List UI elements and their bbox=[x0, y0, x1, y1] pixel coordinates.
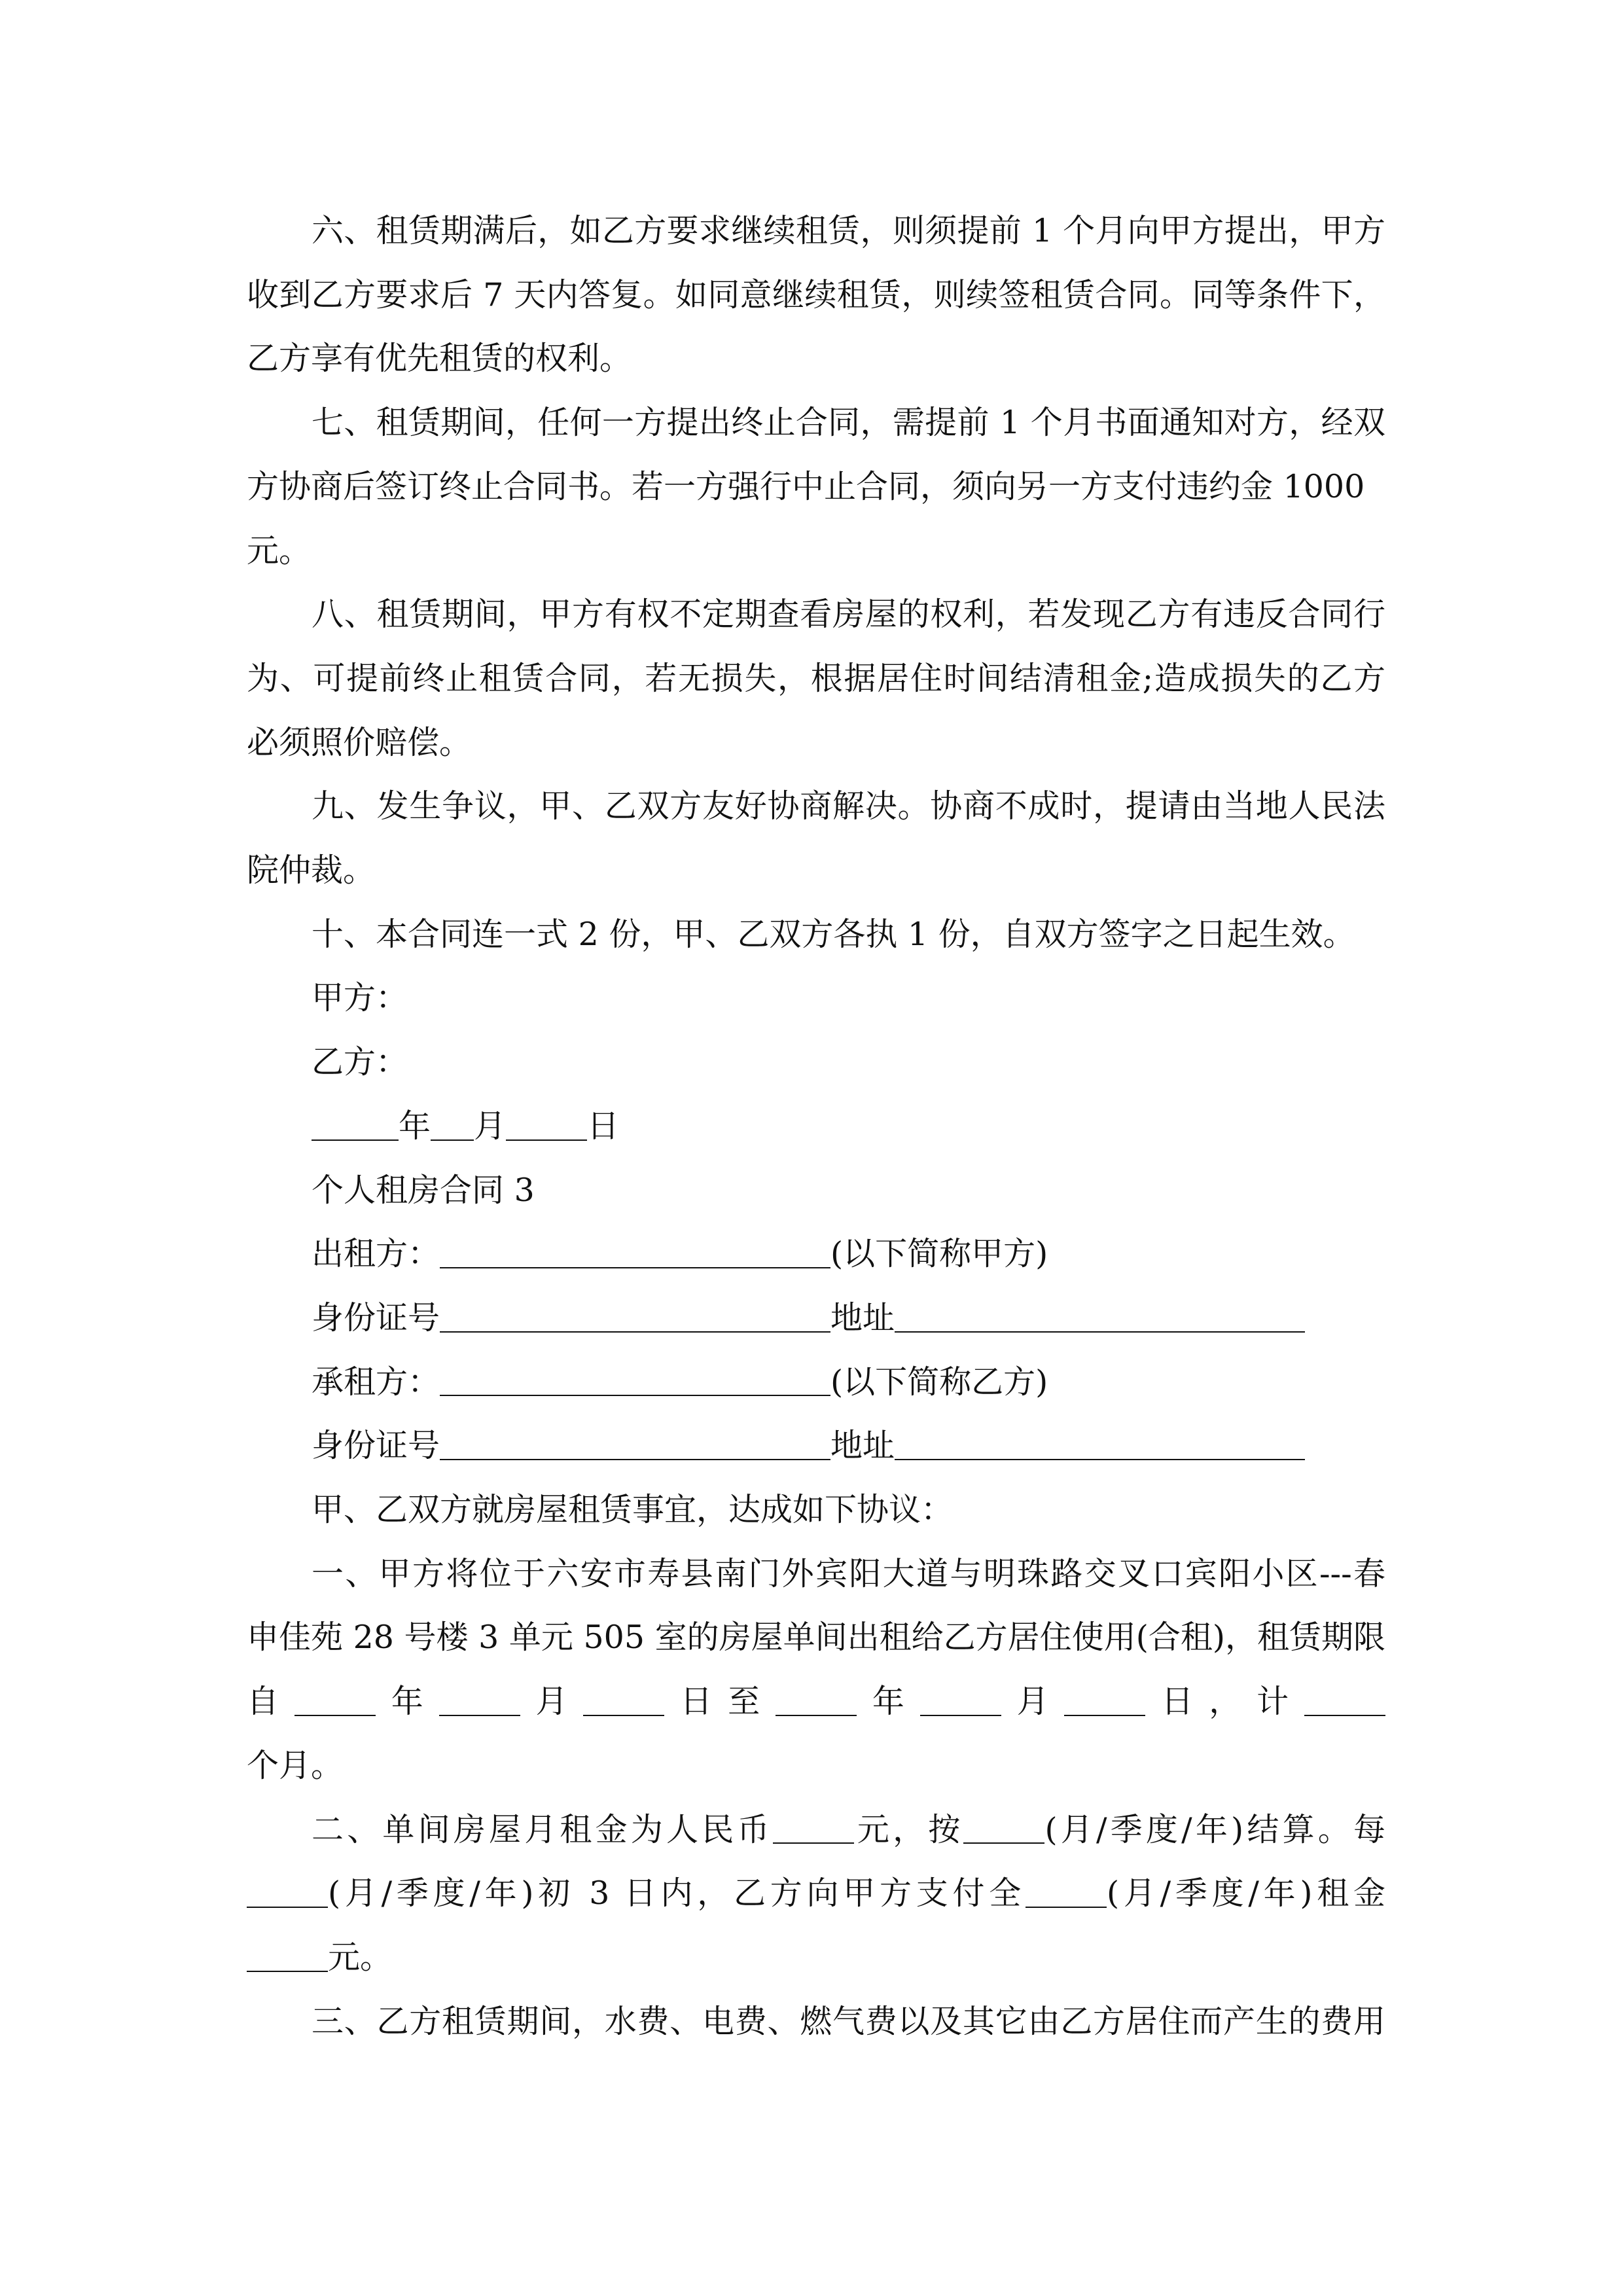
text-segment: 收到乙方要求后 7 天内答复。如同意继续租赁，则续签租赁合同。同等条件下， bbox=[247, 276, 1385, 314]
fill-in-blank[interactable] bbox=[312, 1107, 399, 1141]
text-segment: (以下简称甲方) bbox=[830, 1235, 1048, 1273]
text-segment: 乙方： bbox=[312, 1043, 408, 1081]
text-segment: 自 bbox=[247, 1683, 294, 1721]
text-line bbox=[247, 1861, 1385, 1926]
text-line bbox=[247, 711, 1385, 775]
text-segment: 月 bbox=[474, 1107, 507, 1145]
text-segment: 元。 bbox=[247, 531, 312, 569]
text-segment: 个月。 bbox=[247, 1746, 344, 1784]
fill-in-blank[interactable] bbox=[440, 1235, 830, 1268]
text-line bbox=[247, 1798, 1385, 1862]
text-segment: 日至 bbox=[664, 1683, 776, 1721]
text-segment: 出租方： bbox=[312, 1235, 440, 1273]
text-segment: 日，计 bbox=[1145, 1683, 1304, 1721]
text-segment: 必须照价赔偿。 bbox=[247, 723, 472, 761]
text-line bbox=[247, 647, 1385, 711]
text-line bbox=[247, 1605, 1385, 1670]
text-segment: 院仲裁。 bbox=[247, 852, 376, 889]
text-segment: 元，按 bbox=[853, 1810, 964, 1848]
text-segment: 日 bbox=[587, 1107, 620, 1145]
text-segment: 身份证号 bbox=[312, 1299, 440, 1336]
text-segment: 三、乙方租赁期间，水费、电费、燃气费以及其它由乙方居住而产生的费用 bbox=[312, 2002, 1385, 2040]
text-segment: (以下简称乙方) bbox=[830, 1363, 1048, 1401]
text-line bbox=[247, 199, 1385, 263]
text-segment: 十、本合同连一式 2 份，甲、乙双方各执 1 份，自双方签字之日起生效。 bbox=[312, 915, 1355, 953]
text-segment: 月 bbox=[520, 1683, 584, 1721]
document-page bbox=[247, 0, 1385, 2296]
fill-in-blank[interactable] bbox=[440, 1427, 830, 1460]
text-line bbox=[247, 838, 1385, 903]
text-segment: 二、单间房屋月租金为人民币 bbox=[312, 1810, 773, 1848]
text-segment: 为、可提前终止租赁合同，若无损失，根据居住时间结清租金;造成损失的乙方 bbox=[247, 659, 1385, 697]
text-line bbox=[247, 966, 1385, 1030]
text-line bbox=[247, 1350, 1385, 1414]
text-line bbox=[247, 1094, 1385, 1158]
text-segment: (月/季度/年)租金 bbox=[1107, 1874, 1385, 1912]
text-line bbox=[247, 455, 1385, 519]
text-segment: 承租方： bbox=[312, 1363, 440, 1401]
text-segment: 甲方： bbox=[312, 979, 408, 1017]
text-line bbox=[247, 1926, 1385, 1990]
text-segment: 乙方享有优先租赁的权利。 bbox=[247, 340, 632, 378]
text-segment: 九、发生争议，甲、乙双方友好协商解决。协商不成时，提请由当地人民法 bbox=[312, 787, 1385, 825]
fill-in-blank[interactable] bbox=[583, 1683, 664, 1716]
fill-in-blank[interactable] bbox=[776, 1683, 857, 1716]
fill-in-blank[interactable] bbox=[506, 1107, 587, 1141]
text-line bbox=[247, 1286, 1385, 1350]
text-line bbox=[247, 1222, 1385, 1286]
text-line bbox=[247, 903, 1385, 967]
fill-in-blank[interactable] bbox=[963, 1810, 1044, 1844]
text-segment: 年 bbox=[375, 1683, 439, 1721]
text-segment: (月/季度/年)初 3 日内，乙方向甲方支付全 bbox=[328, 1874, 1026, 1912]
fill-in-blank[interactable] bbox=[294, 1683, 376, 1716]
fill-in-blank[interactable] bbox=[895, 1299, 1305, 1333]
text-segment: 地址 bbox=[830, 1299, 895, 1336]
text-segment: 甲、乙双方就房屋租赁事宜，达成如下协议： bbox=[312, 1491, 954, 1528]
fill-in-blank[interactable] bbox=[920, 1683, 1001, 1716]
fill-in-blank[interactable] bbox=[247, 1874, 328, 1908]
text-line bbox=[247, 1670, 1385, 1734]
text-line bbox=[247, 1542, 1385, 1606]
text-segment: 申佳苑 28 号楼 3 单元 505 室的房屋单间出租给乙方居住使用(合租)，租赁期限 bbox=[247, 1619, 1385, 1657]
fill-in-blank[interactable] bbox=[1304, 1683, 1385, 1716]
text-line bbox=[247, 519, 1385, 583]
fill-in-blank[interactable] bbox=[247, 1939, 328, 1972]
text-line bbox=[247, 1734, 1385, 1798]
text-segment: 身份证号 bbox=[312, 1427, 440, 1465]
text-line bbox=[247, 327, 1385, 391]
text-segment: (月/季度/年)结算。每 bbox=[1044, 1810, 1385, 1848]
fill-in-blank[interactable] bbox=[1026, 1874, 1107, 1908]
text-segment: 六、租赁期满后，如乙方要求继续租赁，则须提前 1 个月向甲方提出，甲方 bbox=[312, 212, 1385, 249]
text-line bbox=[247, 1478, 1385, 1542]
text-segment: 个人租房合同 3 bbox=[312, 1171, 535, 1209]
text-line bbox=[247, 1158, 1385, 1223]
text-segment: 元。 bbox=[328, 1938, 393, 1976]
fill-in-blank[interactable] bbox=[440, 1299, 830, 1333]
text-line bbox=[247, 1990, 1385, 2054]
text-segment: 年 bbox=[399, 1107, 431, 1145]
text-line bbox=[247, 263, 1385, 327]
text-line bbox=[247, 1414, 1385, 1478]
fill-in-blank[interactable] bbox=[431, 1107, 474, 1141]
fill-in-blank[interactable] bbox=[895, 1427, 1305, 1460]
fill-in-blank[interactable] bbox=[440, 1363, 830, 1396]
text-line bbox=[247, 583, 1385, 647]
text-segment: 方协商后签订终止合同书。若一方强行中止合同，须向另一方支付违约金 1000 bbox=[247, 467, 1365, 505]
fill-in-blank[interactable] bbox=[773, 1810, 854, 1844]
text-segment: 一、甲方将位于六安市寿县南门外宾阳大道与明珠路交叉口宾阳小区---春 bbox=[312, 1554, 1385, 1592]
fill-in-blank[interactable] bbox=[1064, 1683, 1145, 1716]
text-line bbox=[247, 774, 1385, 838]
text-segment: 年 bbox=[856, 1683, 920, 1721]
text-segment: 月 bbox=[1001, 1683, 1065, 1721]
text-line bbox=[247, 1030, 1385, 1094]
text-line bbox=[247, 391, 1385, 455]
text-segment: 七、租赁期间，任何一方提出终止合同，需提前 1 个月书面通知对方，经双 bbox=[312, 404, 1385, 442]
fill-in-blank[interactable] bbox=[439, 1683, 520, 1716]
text-segment: 地址 bbox=[830, 1427, 895, 1465]
text-segment: 八、租赁期间，甲方有权不定期查看房屋的权利，若发现乙方有违反合同行 bbox=[312, 596, 1385, 634]
